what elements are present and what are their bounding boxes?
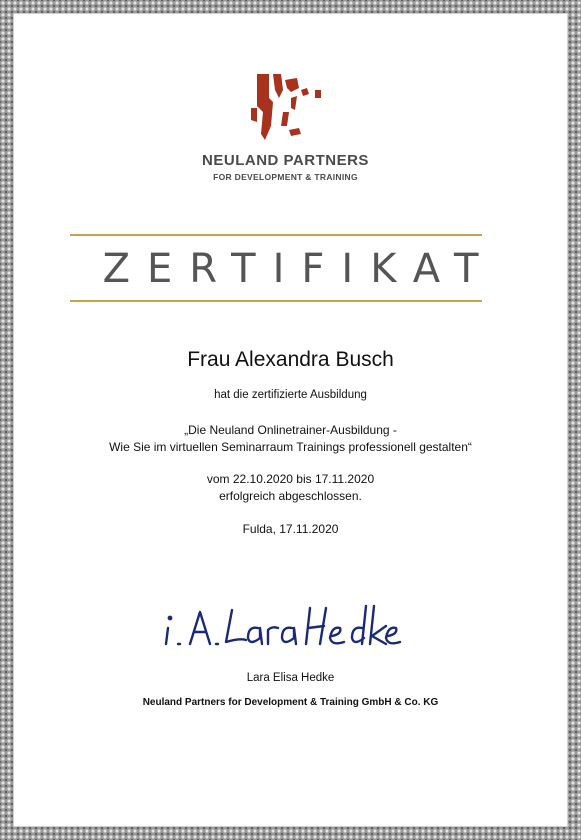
handwritten-signature bbox=[160, 598, 405, 656]
company-name: Neuland Partners for Development & Training GmbH & Co. KG bbox=[142, 697, 439, 708]
course-title-line-2: Wie Sie im virtuellen Seminarraum Trainings professionell gestalten“ bbox=[109, 440, 472, 454]
brand-tagline: FOR DEVELOPMENT & TRAINING bbox=[213, 172, 358, 182]
completion-block bbox=[0, 471, 581, 505]
recipient-name: Frau Alexandra Busch bbox=[187, 348, 394, 371]
brand-name: NEULAND PARTNERS bbox=[202, 152, 369, 169]
signer-name: Lara Elisa Hedke bbox=[246, 672, 335, 684]
place-and-date: Fulda, 17.11.2020 bbox=[242, 522, 339, 536]
title-rule-bottom bbox=[70, 300, 482, 302]
completion-text: erfolgreich abgeschlossen. bbox=[219, 489, 362, 503]
intro-text: hat die zertifizierte Ausbildung bbox=[214, 389, 367, 401]
course-title bbox=[0, 422, 581, 456]
course-title-line-1: „Die Neuland Onlinetrainer-Ausbildung - bbox=[184, 423, 397, 437]
neuland-face-logo-icon bbox=[247, 68, 327, 150]
certificate-title: ZERTIFIKAT bbox=[102, 246, 496, 292]
brand-block bbox=[0, 152, 581, 184]
date-range: vom 22.10.2020 bis 17.11.2020 bbox=[206, 472, 375, 486]
title-rule-top bbox=[70, 234, 482, 236]
